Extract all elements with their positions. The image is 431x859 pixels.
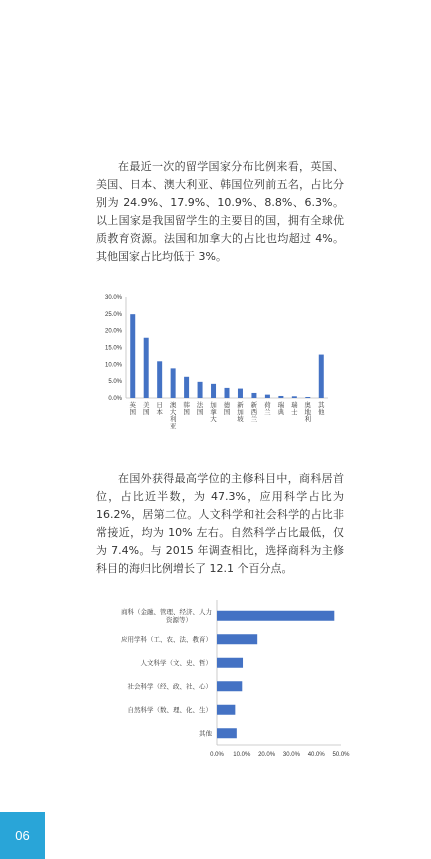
y-tick-label: 其他 — [199, 729, 212, 738]
bar — [225, 388, 230, 398]
x-tick-label: 奥地利 — [304, 401, 312, 423]
y-tick-label: 商科（金融、管理、经济、人力资源等） — [121, 607, 212, 624]
x-tick-label: 日本 — [156, 401, 163, 416]
bar — [305, 397, 310, 398]
bar — [217, 611, 334, 621]
y-tick-label: 20.0% — [104, 328, 122, 335]
page-number: 06 — [15, 828, 30, 843]
x-tick-label: 10.0% — [233, 752, 251, 758]
x-tick-label: 美国 — [142, 401, 150, 416]
y-tick-label: 30.0% — [104, 295, 122, 301]
y-tick-label: 5.0% — [108, 379, 122, 386]
x-tick-label: 德国 — [223, 401, 231, 416]
bar — [319, 355, 324, 398]
paragraph-country-distribution: 在最近一次的留学国家分布比例来看，英国、美国、日本、澳大利亚、韩国位列前五名，占比分别为 24.9%、17.9%、10.9%、8.8%、6.3%。以上国家是我国留学生的主要目的国，拥有全球优质教育资源。法国和加拿大的占比也均超过 4%。其他国家占比均低于 3%。 — [96, 160, 344, 263]
x-tick-label: 30.0% — [282, 752, 300, 758]
y-tick-label: 25.0% — [104, 311, 122, 318]
y-tick-label: 自然科学（数、理、化、生） — [127, 705, 212, 714]
x-tick-label: 其他 — [318, 401, 325, 416]
bar — [217, 728, 237, 738]
x-tick-label: 瑞典 — [277, 401, 285, 416]
x-tick-label: 加拿大 — [210, 401, 217, 423]
x-tick-label: 荷兰 — [264, 401, 271, 416]
bar — [184, 377, 189, 398]
bar — [278, 396, 283, 398]
bar — [157, 361, 162, 398]
y-tick-label: 10.0% — [104, 362, 122, 369]
bar — [251, 393, 256, 398]
y-tick-label: 社会科学（经、政、社、心） — [127, 682, 212, 691]
bar — [238, 389, 243, 398]
x-tick-label: 英国 — [129, 401, 136, 416]
x-tick-label: 新西兰 — [250, 401, 258, 423]
y-tick-label: 应用学科（工、农、法、教育） — [121, 635, 212, 644]
major-subject-bar-chart — [76, 598, 356, 758]
x-tick-label: 法国 — [196, 401, 204, 416]
page-number-badge — [0, 812, 45, 859]
bar — [144, 338, 149, 398]
bar — [211, 384, 216, 398]
paragraph-major-subjects: 在国外获得最高学位的主修科目中，商科居首位，占比近半数，为 47.3%，应用科学占比为 16.2%，居第二位。人文科学和社会科学的占比非常接近，均为 10% 左右。自然科学占比最低，仅为 7.4%。与 2015 年调查相比，选择商科为主修科目的海归比例增长了 12.1 个百分点。 — [96, 472, 344, 575]
y-tick-label: 15.0% — [104, 345, 122, 352]
x-tick-label: 20.0% — [258, 752, 276, 758]
bar — [265, 395, 270, 398]
x-tick-label: 40.0% — [307, 752, 325, 758]
bar — [130, 314, 135, 398]
x-tick-label: 瑞士 — [291, 401, 298, 416]
x-tick-label: 澳大利亚 — [169, 401, 177, 430]
bar — [171, 368, 176, 398]
y-tick-label: 0.0% — [108, 396, 122, 402]
bar — [217, 658, 243, 668]
x-tick-label: 韩国 — [183, 401, 190, 416]
bar — [292, 396, 297, 398]
country-distribution-bar-chart — [96, 288, 346, 438]
x-tick-label: 50.0% — [332, 752, 350, 758]
bar — [217, 634, 257, 644]
bar — [217, 681, 242, 691]
bar — [217, 705, 235, 715]
bar — [198, 382, 203, 398]
x-tick-label: 0.0% — [210, 752, 224, 758]
y-tick-label: 人文科学（文、史、哲） — [140, 658, 212, 667]
x-tick-label: 新加坡 — [237, 401, 244, 423]
